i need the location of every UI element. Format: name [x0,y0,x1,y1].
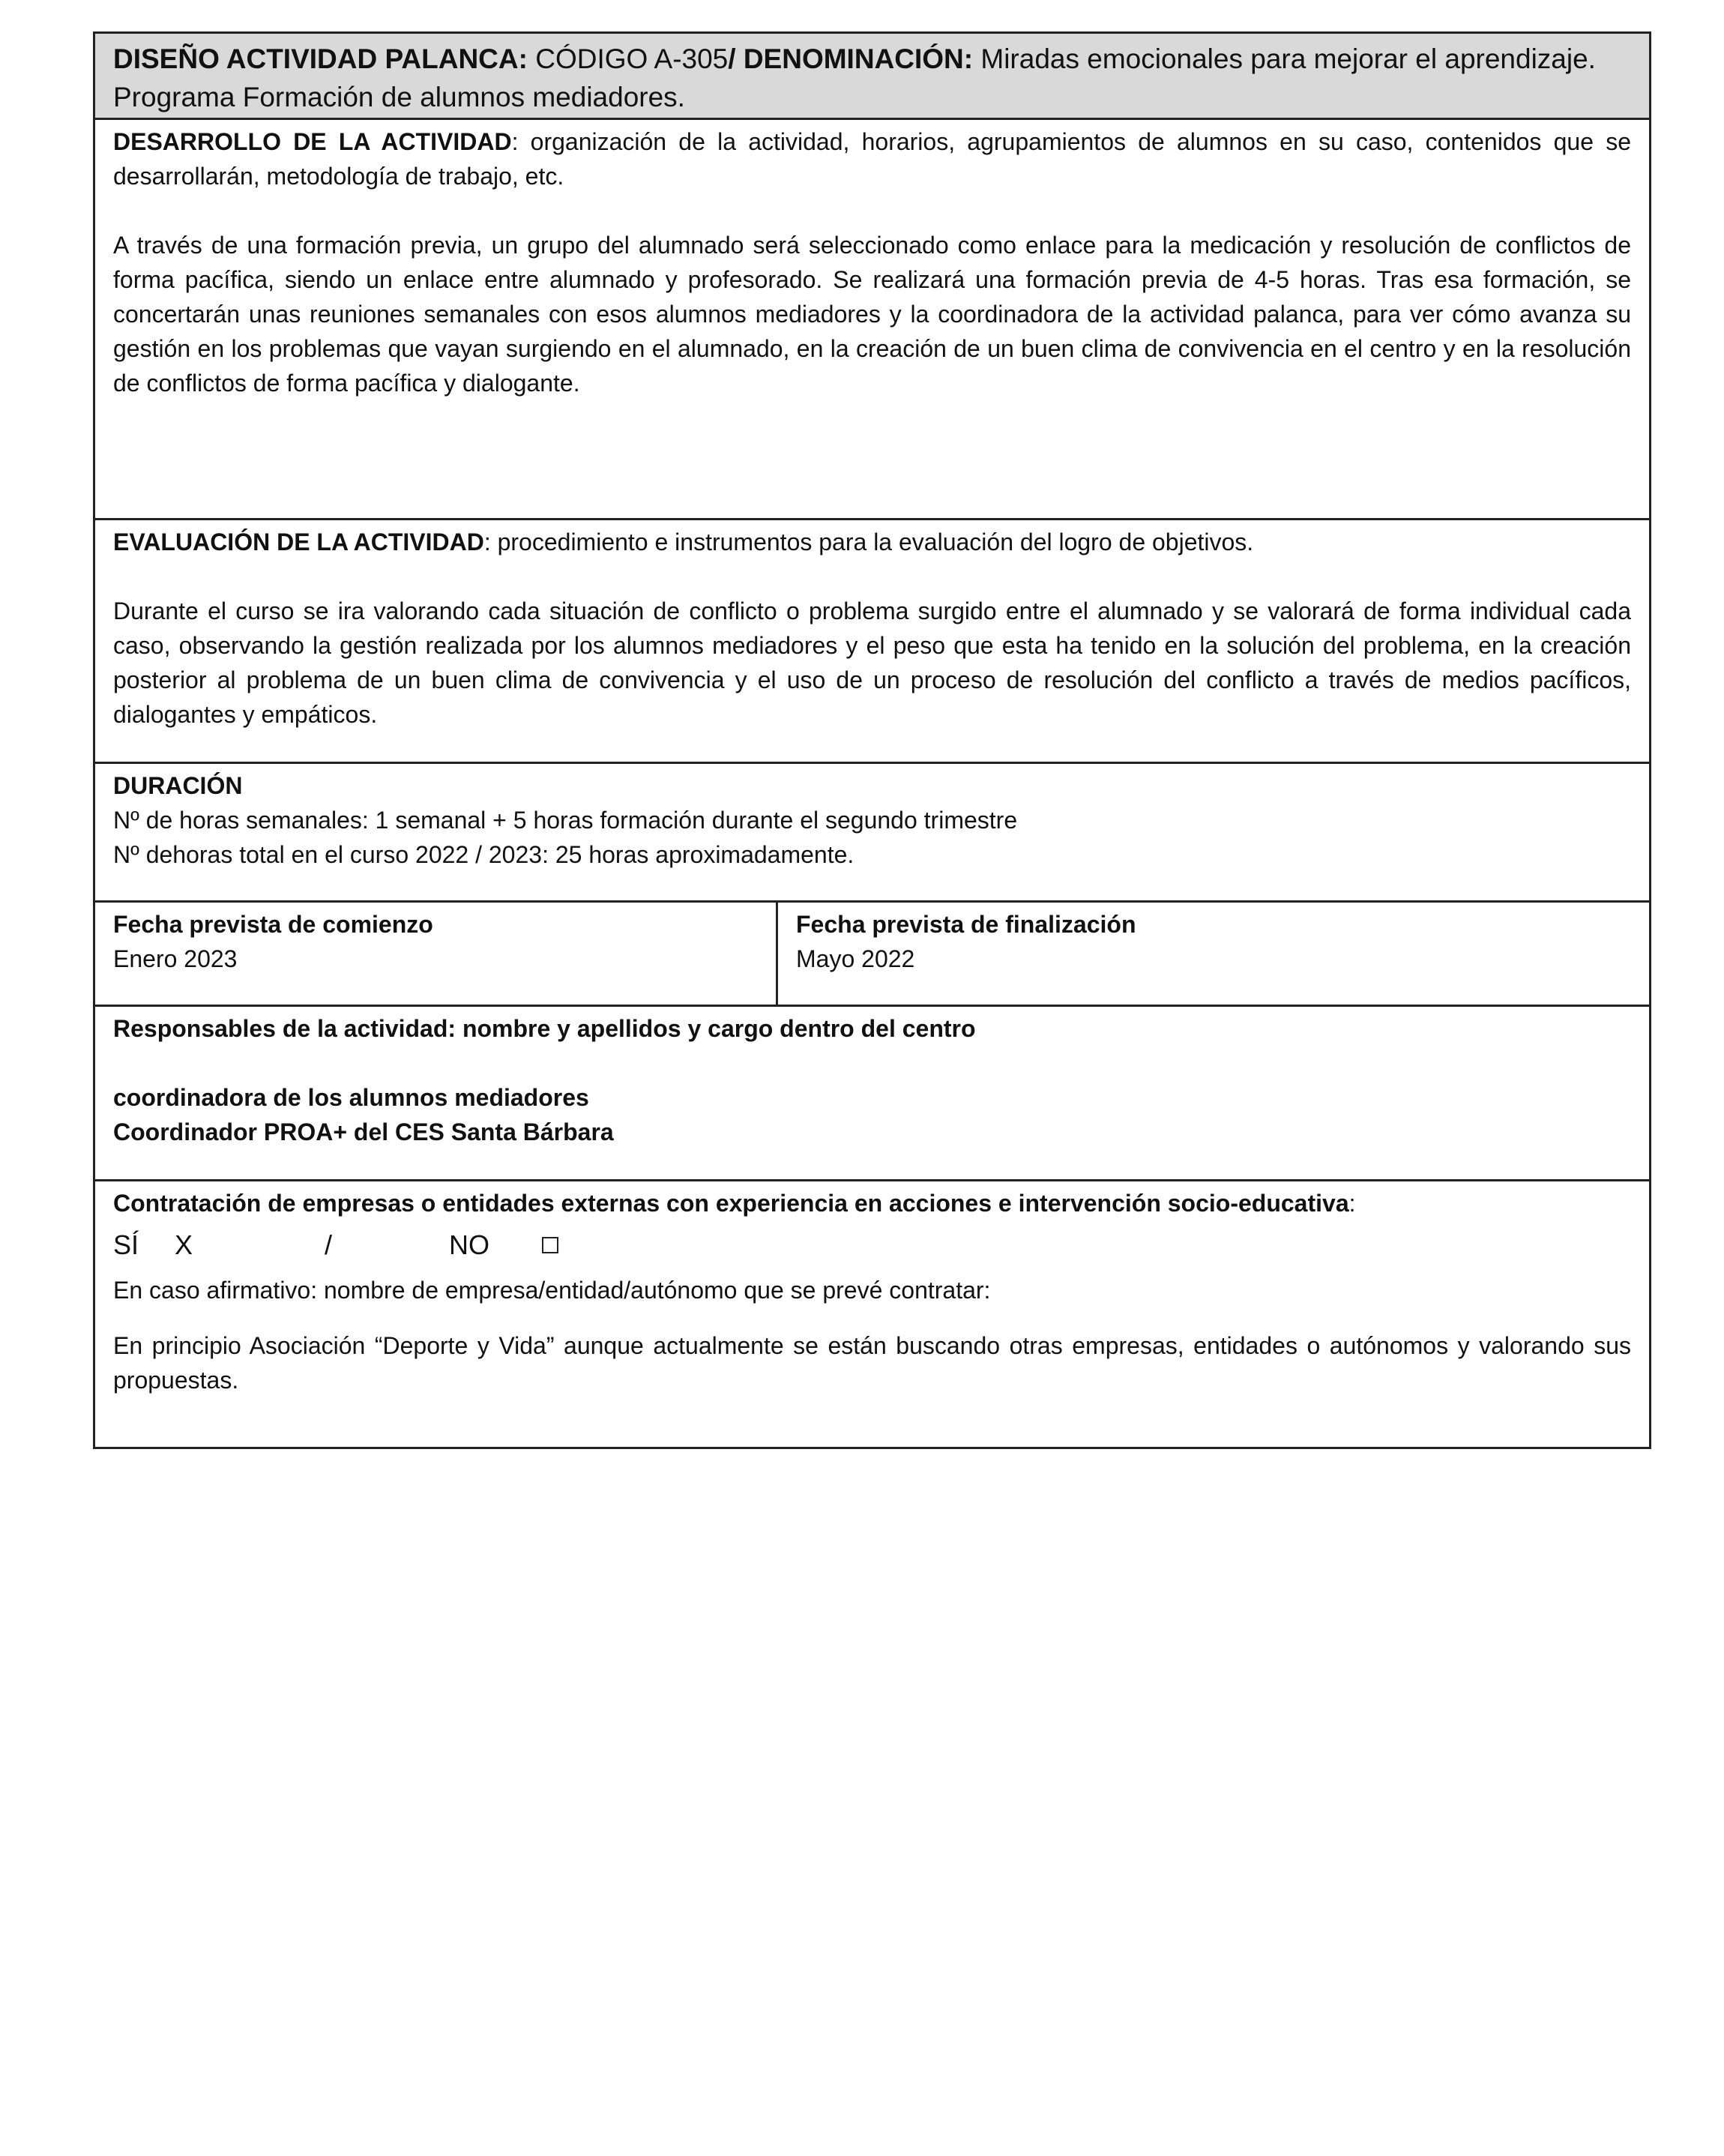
no-label: NO [449,1229,489,1260]
fecha-comienzo-label: Fecha prevista de comienzo [113,911,433,938]
contratacion-label: Contratación de empresas o entidades externas con experiencia en acciones e intervención socio-educativa [113,1190,1349,1217]
fecha-finalizacion-label: Fecha prevista de finalización [796,911,1136,938]
desarrollo-label: DESARROLLO DE LA ACTIVIDAD [113,128,512,155]
responsable-2: Coordinador PROA+ del CES Santa Bárbara [113,1118,614,1145]
fecha-comienzo-value: Enero 2023 [113,945,238,972]
duracion-line-1: Nº de horas semanales: 1 semanal + 5 horas formación durante el segundo trimestre [113,807,1018,834]
evaluacion-section [95,518,1649,762]
choice-separator: / [325,1229,333,1260]
si-checkbox-mark[interactable]: X [175,1229,193,1260]
contratacion-choices [113,1222,1631,1268]
fecha-finalizacion-cell [778,903,1649,1005]
responsables-label: Responsables de la actividad: nombre y apellidos y cargo dentro del centro [113,1015,976,1042]
desarrollo-section [95,118,1649,518]
header-line-1 [113,40,1631,78]
activity-form [93,31,1651,1449]
contratacion-label-line: Contratación de empresas o entidades externas con experiencia en acciones e intervención socio-educativa: [113,1190,1356,1217]
responsable-1: coordinadora de los alumnos mediadores [113,1084,589,1111]
header-code: CÓDIGO A-305 [527,43,729,74]
desarrollo-intro: DESARROLLO DE LA ACTIVIDAD: organización de la actividad, horarios, agrupamientos de alumnos en su caso, contenidos que se desarrollarán, metodología de trabajo, etc. [113,128,1632,190]
fecha-finalizacion-value: Mayo 2022 [796,945,915,972]
header-denominacion-label: / DENOMINACIÓN: [728,43,974,74]
duracion-label: DURACIÓN [113,772,243,799]
contratacion-body: En principio Asociación “Deporte y Vida” aunque actualmente se están buscando otras empresas, entidades o autónomos y valorando sus propuestas. [113,1332,1631,1394]
no-checkbox-icon[interactable] [542,1237,558,1253]
duracion-line-2: Nº dehoras total en el curso 2022 / 2023: 25 horas aproximadamente. [113,841,855,868]
header-line-2: Programa Formación de alumnos mediadores. [113,82,685,112]
si-label: SÍ [113,1229,139,1260]
desarrollo-body: A través de una formación previa, un grupo del alumnado será seleccionado como enlace para la medicación y resolución de conflictos de forma pacífica, siendo un enlace entre alumnado y profesorado. Se realizará una formación previa de 4-5 horas. Tras esa formación, se concertarán unas reuniones semanales con esos alumnos mediadores y la coordinadora de la actividad palanca, para ver cómo avanza su gestión en los problemas que vayan surgiendo en el alumnado, en la creación de un buen clima de convivencia en el centro y en la resolución de conflictos de forma pacífica y dialogante. [113,232,1631,397]
header-title: DISEÑO ACTIVIDAD PALANCA: [113,43,528,74]
contratacion-section [95,1179,1649,1447]
form-header [95,34,1649,118]
contratacion-afirmativo: En caso afirmativo: nombre de empresa/entidad/autónomo que se prevé contratar: [113,1277,991,1304]
header-denominacion: Miradas emocionales para mejorar el aprendizaje. [973,43,1596,74]
responsables-section [95,1005,1649,1179]
evaluacion-body: Durante el curso se ira valorando cada situación de conflicto o problema surgido entre el alumnado y se valorará de forma individual cada caso, observando la gestión realizada por los alumnos mediadores y el peso que esta ha tenido en la solución del problema, en la creación posterior al problema de un buen clima de convivencia y el uso de un proceso de resolución del conflicto a través de medios pacíficos, dialogantes y empáticos. [113,597,1631,728]
fechas-section [95,900,1649,1005]
fecha-comienzo-cell [95,903,778,1005]
evaluacion-intro: EVALUACIÓN DE LA ACTIVIDAD: procedimiento e instrumentos para la evaluación del logro de objetivos. [113,529,1254,555]
evaluacion-label: EVALUACIÓN DE LA ACTIVIDAD [113,529,484,555]
duracion-section [95,762,1649,900]
